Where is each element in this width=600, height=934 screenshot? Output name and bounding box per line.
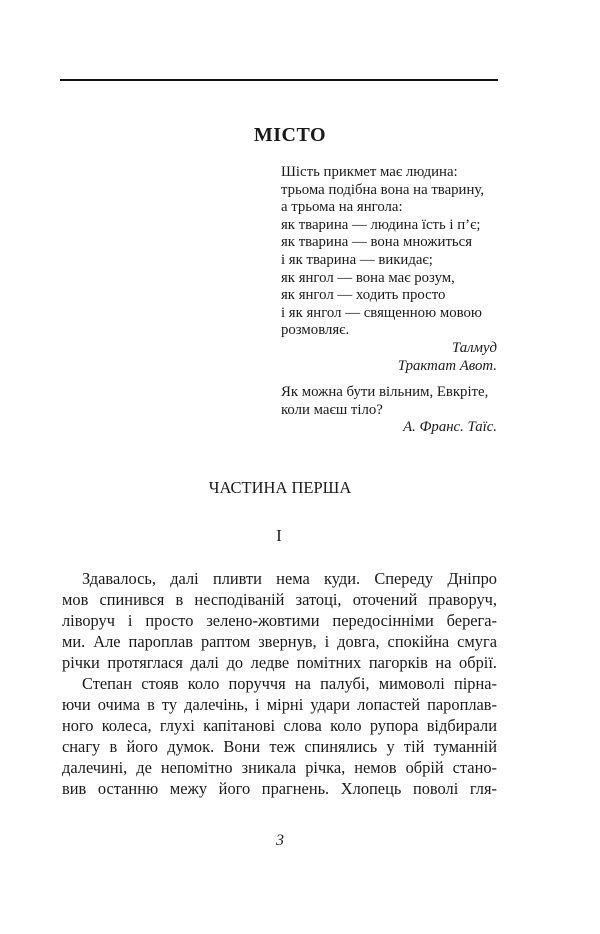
epigraph-line: трьома подібна вона на тварину, — [281, 181, 485, 198]
text-line: мов спинився в несподіваній затоці, оточений праворуч, — [62, 590, 497, 609]
epigraph-source: А. Франс. Таїс. — [403, 419, 497, 436]
epigraph-line: як янгол — вона має розум, — [281, 269, 455, 286]
header-rule — [60, 79, 498, 81]
text-line: далечині, де непомітно зникала річка, немов обрій стано- — [62, 758, 497, 777]
epigraph-line: розмовляє. — [281, 322, 350, 339]
epigraph-line: і як тварина — викидає; — [281, 251, 433, 268]
epigraph-line: як тварина — людина їсть і п’є; — [281, 216, 481, 233]
text-line: ючи очима в ту далечінь, і мірні удари лопастей пароплав- — [62, 695, 497, 714]
epigraph-line: і як янгол — священною мовою — [281, 304, 482, 321]
text-line: снагу в його думок. Вони теж спинялись у тій туманній — [62, 737, 497, 756]
chapter-number: I — [276, 526, 282, 545]
page-number: 3 — [276, 832, 284, 849]
body-text — [62, 568, 497, 799]
epigraph-talmud — [281, 164, 497, 375]
epigraph-source: Талмуд — [452, 339, 497, 356]
text-line: річки протяглася далі до ледве помітних пагорків на обрії. — [62, 653, 497, 672]
text-line: Степан стояв коло поруччя на палубі, мимоволі пірна- — [82, 674, 497, 693]
epigraph-line: як янгол — ходить просто — [281, 287, 446, 304]
chapter-title: МІСТО — [253, 124, 327, 146]
text-line: ліворуч і просто зелено-жовтими передосінніми берега- — [62, 611, 497, 630]
epigraph-source: Трактат Авот. — [397, 357, 497, 374]
epigraph-line: як тварина — вона множиться — [281, 234, 473, 251]
epigraph-france — [281, 384, 497, 437]
epigraph-line: Як можна бути вільним, Евкріте, — [281, 384, 489, 400]
text-line: ного колеса, глухі капітанові слова коло рупора відбирали — [62, 716, 497, 735]
text-line: Здавалось, далі пливти нема куди. Спереду Дніпро — [82, 569, 497, 588]
part-heading: ЧАСТИНА ПЕРША — [208, 478, 352, 497]
epigraph-line: а трьома на янгола: — [281, 199, 403, 216]
text-line: ми. Але пароплав раптом звернув, і довга, спокійна смуга — [62, 632, 497, 651]
epigraph-line: коли маєш тіло? — [281, 401, 383, 418]
epigraph-line: Шість прикмет має людина: — [281, 164, 458, 180]
text-line: вив останню межу його прагнень. Хлопець поволі гля- — [62, 779, 497, 798]
